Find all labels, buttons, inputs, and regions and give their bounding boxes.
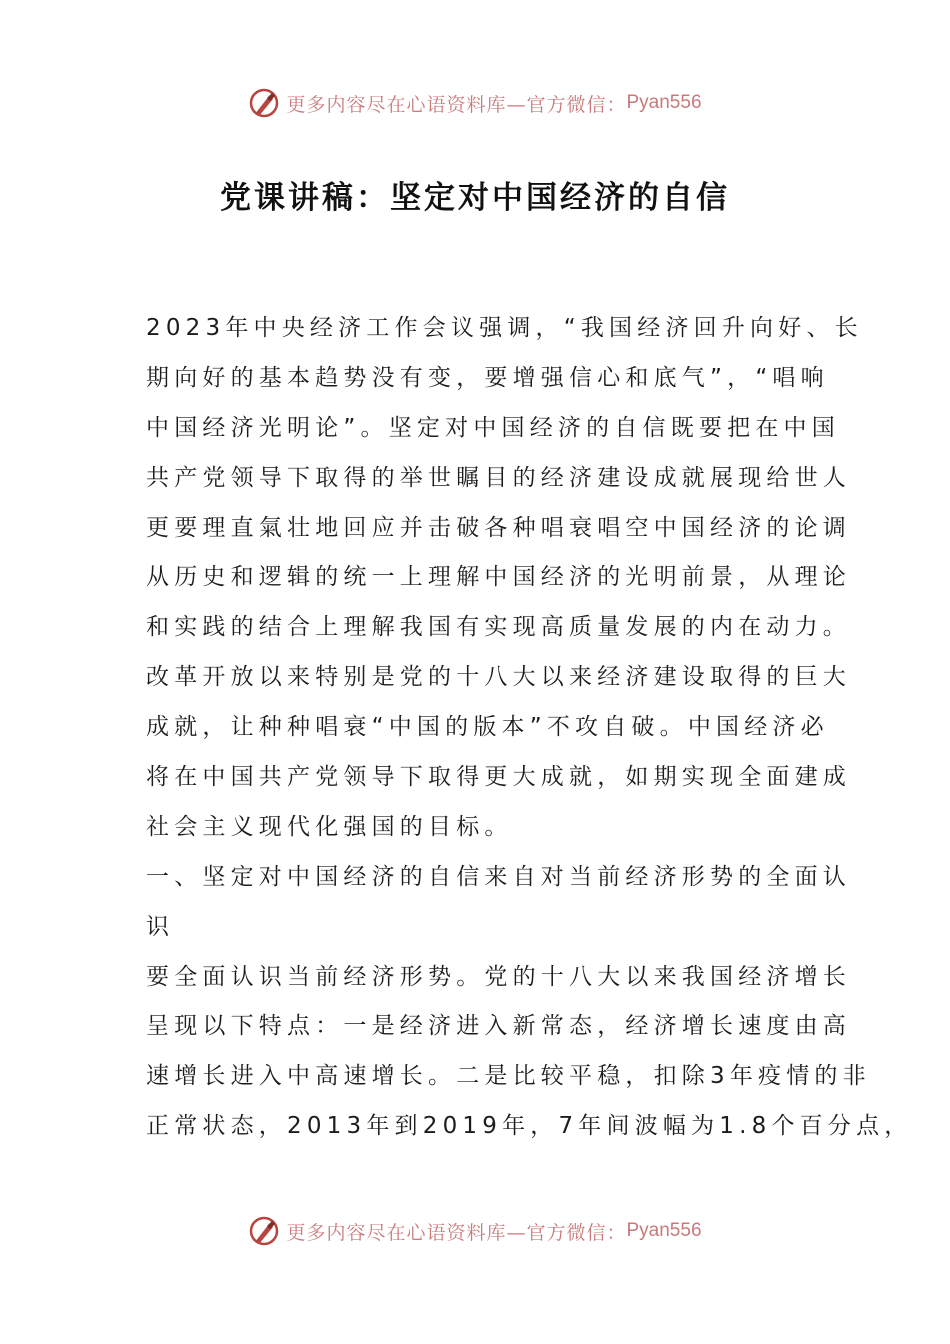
body-text-line: 共产党领导下取得的举世瞩目的经济建设成就展现给世人	[146, 464, 851, 491]
body-text-line: 更要理直氣壮地回应并击破各种唱衰唱空中国经济的论调	[146, 514, 851, 541]
body-text-line: 和实践的结合上理解我国有实现高质量发展的内在动力。	[146, 614, 851, 641]
watermark-wechat-id: Pyan556	[626, 1220, 702, 1241]
body-text-line: 成就，让种种唱衰“中国的版本”不攻自破。中国经济必	[146, 714, 829, 741]
watermark-wechat-id: Pyan556	[626, 92, 702, 113]
pen-nib-logo-icon	[248, 1215, 280, 1247]
body-text-line: 正常状态，2013年到2019年，7年间波幅为1.8个百分点，	[146, 1113, 913, 1140]
body-text-line: 改革开放以来特别是党的十八大以来经济建设取得的巨大	[146, 664, 851, 691]
pen-nib-logo-icon	[248, 87, 280, 119]
body-text-line: 期向好的基本趋势没有变，要增强信心和底气”，“唱响	[146, 364, 829, 391]
document-body	[146, 304, 913, 1152]
body-text-line: 识	[146, 913, 175, 940]
body-text-line: 2023年中央经济工作会议强调，“我国经济回升向好、长	[146, 315, 863, 341]
document-title: 党课讲稿：坚定对中国经济的自信	[220, 180, 730, 216]
header-watermark	[0, 83, 950, 123]
body-text-line: 要全面认识当前经济形势。党的十八大以来我国经济增长	[146, 963, 851, 990]
watermark-text: 更多内容尽在心语资料库—官方微信：	[286, 93, 627, 116]
watermark-text: 更多内容尽在心语资料库—官方微信：	[286, 1221, 627, 1244]
body-text-line: 社会主义现代化强国的目标。	[146, 813, 513, 840]
body-text-line: 速增长进入中高速增长。二是比较平稳，扣除3年疫情的非	[146, 1063, 871, 1090]
body-text-line: 呈现以下特点：一是经济进入新常态，经济增长速度由高	[146, 1013, 851, 1040]
footer-watermark	[0, 1211, 950, 1251]
body-text-line: 中国经济光明论”。坚定对中国经济的自信既要把在中国	[146, 414, 840, 441]
body-text-line: 从历史和逻辑的统一上理解中国经济的光明前景，从理论	[146, 564, 851, 591]
body-text-line: 将在中国共产党领导下取得更大成就，如期实现全面建成	[146, 764, 851, 791]
body-text-line: 一、坚定对中国经济的自信来自对当前经济形势的全面认	[146, 863, 851, 890]
